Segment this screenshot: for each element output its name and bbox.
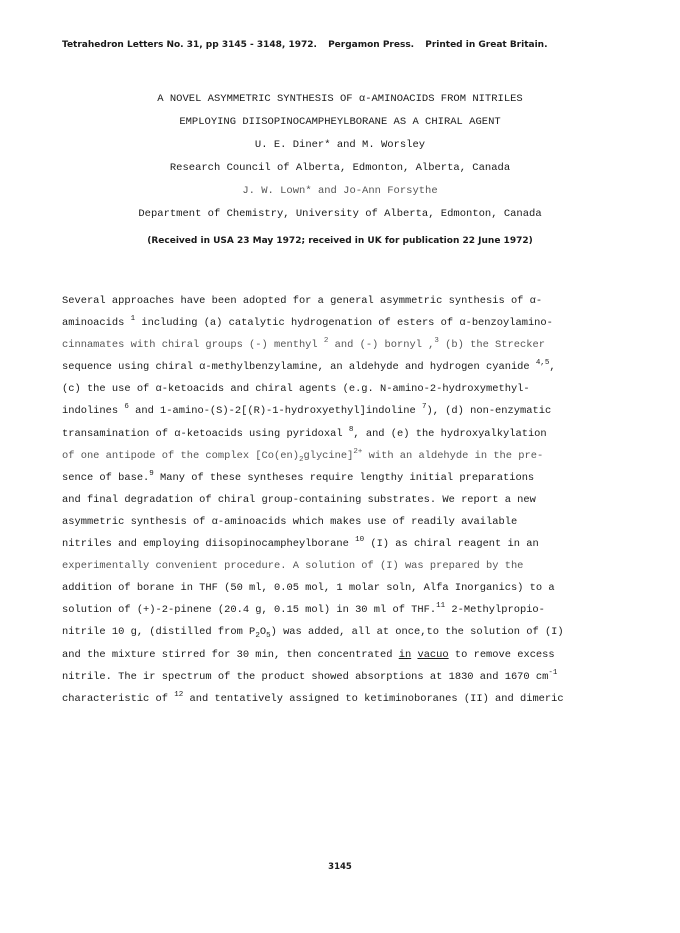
text-run: (b) the Strecker (438, 339, 545, 352)
text-run: indolines (62, 405, 125, 418)
reference-marker: 9 (149, 469, 154, 478)
reference-marker: 8 (348, 425, 354, 434)
body-line (62, 467, 622, 489)
text-run: with an aldehyde in the pre- (362, 449, 544, 462)
text-run: O (259, 626, 267, 639)
text-run: nitriles and employing diisopinocampheylborane (62, 538, 356, 551)
text-run: , (549, 361, 556, 374)
text-run: experimentally convenient procedure. A solution of (I) was prepared by the (62, 560, 524, 573)
author-group-2: J. W. Lown* and Jo-Ann Forsythe (242, 185, 438, 197)
subscript: 2 (298, 455, 304, 464)
text-run: nitrile. The ir spectrum of the product showed absorptions at 1830 and 1670 cm (62, 670, 549, 683)
author-group-1: U. E. Diner* and M. Worsley (254, 139, 426, 151)
running-header (62, 40, 622, 50)
text-run: of one antipode of the complex [Co(en) (62, 449, 299, 462)
underlined-term: vacuo (417, 648, 449, 661)
body-line (62, 423, 622, 445)
underlined-term: in (398, 648, 412, 661)
body-line (62, 356, 622, 378)
text-run: transamination of α-ketoacids using pyridoxal (62, 427, 349, 440)
text-run: including (a) catalytic hydrogenation of esters of α-benzoylamino- (135, 317, 553, 330)
body-line (62, 511, 622, 533)
article-title-line-1: A NOVEL ASYMMETRIC SYNTHESIS OF α-AMINOACIDS FROM NITRILES (157, 93, 523, 105)
body-line (62, 334, 622, 356)
text-run: solution of (+)-2-pinene (20.4 g, 0.15 mol) in 30 ml of THF. (62, 604, 437, 617)
title-block (0, 88, 680, 226)
text-run: asymmetric synthesis of α-aminoacids which makes use of readily available (62, 515, 518, 528)
journal-citation: Tetrahedron Letters No. 31, pp 3145 - 3148, 1972. (62, 40, 317, 50)
article-title-line-2: EMPLOYING DIISOPINOCAMPHEYLBORANE AS A CHIRAL AGENT (179, 116, 501, 128)
reference-marker: 2 (323, 337, 329, 346)
text-run: and (-) bornyl , (328, 339, 435, 352)
body-paragraph (62, 290, 622, 710)
affiliation-2: Department of Chemistry, University of Alberta, Edmonton, Canada (138, 208, 542, 220)
body-line (62, 599, 622, 621)
body-line (62, 666, 622, 688)
reference-marker: 4,5 (535, 359, 550, 368)
text-run: Many of these syntheses require lengthy initial preparations (153, 471, 535, 484)
text-run: sence of base. (62, 471, 150, 484)
text-run: 2-Methylpropio- (445, 604, 545, 617)
text-run: sequence using chiral α-methylbenzylamine, an aldehyde and hydrogen cyanide (62, 361, 536, 374)
printed-location: Printed in Great Britain. (425, 40, 548, 50)
unit-exponent: -1 (548, 668, 558, 677)
text-run: and tentatively assigned to ketiminoboranes (II) and dimeric (183, 692, 564, 705)
reference-marker: 7 (421, 403, 427, 412)
text-run: characteristic of (62, 692, 175, 705)
body-line (62, 577, 622, 599)
page-number: 3145 (328, 862, 352, 872)
body-line (62, 378, 622, 400)
reference-marker: 11 (436, 602, 446, 611)
publisher-name: Pergamon Press. (328, 40, 415, 50)
reference-marker: 12 (174, 690, 184, 699)
body-line (62, 312, 622, 334)
text-run: glycine] (303, 449, 354, 462)
reference-marker: 1 (130, 315, 136, 324)
text-run: cinnamates with chiral groups (-) menthyl (62, 339, 324, 352)
affiliation-1: Research Council of Alberta, Edmonton, Alberta, Canada (169, 162, 511, 174)
text-run: Several approaches have been adopted for a general asymmetric synthesis of α- (62, 295, 543, 307)
received-dates: (Received in USA 23 May 1972; received in UK for publication 22 June 1972) (147, 236, 533, 246)
body-line (62, 621, 622, 643)
text-run: and the mixture stirred for 30 min, then concentrated (62, 648, 399, 661)
text-run: to remove excess (448, 648, 555, 661)
text-run: ) was added, all at once,to the solution of (I) (270, 626, 564, 639)
body-line (62, 644, 622, 666)
text-run: addition of borane in THF (50 ml, 0.05 mol, 1 molar soln, Alfa Inorganics) to a (62, 582, 555, 595)
body-line (62, 533, 622, 555)
body-line (62, 400, 622, 422)
text-run: (c) the use of α-ketoacids and chiral agents (e.g. N-amino-2-hydroxymethyl- (62, 383, 530, 396)
reference-marker: 10 (355, 536, 365, 545)
reference-marker: 3 (434, 337, 439, 346)
text-run: , and (e) the hydroxyalkylation (353, 427, 547, 440)
text-run: ), (d) non-enzymatic (426, 405, 552, 418)
charge-superscript: 2+ (353, 447, 363, 456)
body-line (62, 688, 622, 710)
text-run: and final degradation of chiral group-containing substrates. We report a new (62, 493, 536, 506)
body-line (62, 445, 622, 467)
text-run: nitrile 10 g, (distilled from P (62, 626, 256, 639)
text-run: and 1-amino-(S)-2[(R)-1-hydroxyethyl]indoline (128, 405, 422, 418)
body-line (62, 489, 622, 511)
subscript: 5 (266, 632, 271, 641)
reference-marker: 6 (124, 403, 129, 412)
text-run: (I) as chiral reagent in an (364, 538, 539, 551)
body-line (62, 555, 622, 577)
subscript: 2 (255, 632, 260, 641)
text-run: aminoacids (62, 317, 131, 330)
body-line (62, 290, 622, 312)
